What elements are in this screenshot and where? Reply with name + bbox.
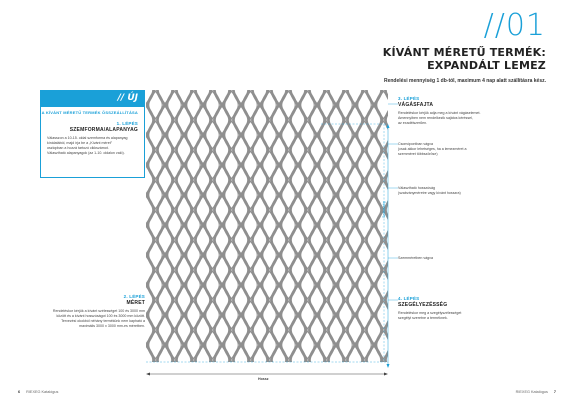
leader-lines [388,100,400,330]
annotation-text: szemméret többszöröse) [398,152,438,156]
step-2-title: MÉRET [126,300,145,306]
step-2-text [40,309,145,329]
title-line-2: EXPANDÁLT LEMEZ [427,59,546,72]
step-2-text-line: között és a kívánt hosszúságot 100 és 3000 mm között. [56,314,145,318]
step-2 [40,294,145,329]
step-1-text-line: Válasszon a 10-15. oldal szemforma és alapanyag [47,136,128,140]
annotation-text: (szabványméretre vagy kívánt hosszra) [398,191,461,195]
annotation-length [398,186,518,196]
step-3-text-line: Amennyiben nem rendelkezik sajátos kéréssel, [398,116,473,120]
step-2-text-line: maximális 3000 x 3000 mm-es méretben. [79,324,145,328]
annotation-text: (csak akkor lehetséges, ha a lemezméret a [398,147,467,151]
step-4-text-line: Rendeléskor meg a szegélyszélességet [398,311,462,315]
step-4 [398,296,518,321]
title-line-1: KÍVÁNT MÉRETŰ TERMÉK: [382,46,546,59]
annotation-mesh-cut [398,256,518,261]
footer-left [18,390,58,394]
section-number: //01 [483,8,546,43]
step-3-title: VÁGÁSFAJTA [398,102,434,108]
annotation-title: Szemméretben vágva [398,256,433,260]
step-4-text [398,311,518,321]
expanded-metal-illustration [146,90,388,368]
new-badge: // ÚJ [41,91,144,107]
step-4-text-line: szegélyt szeretne a terméknek. [398,316,448,320]
annotation-node-cut [398,142,518,157]
intro-text: Rendelési mennyiség 1 db-tól, maximum 4 nap alatt szállításra kész. [383,78,546,84]
step-1-text-line: Választható alapanyagok (az 1-10. oldalon való). [47,151,125,155]
step-3 [398,96,518,126]
footer-right [516,390,556,394]
step-1-text-line: oszlopban a hozzá tartozó cikkszámot. [47,146,109,150]
step-3-text [398,111,518,126]
height-label: Szélesség [382,201,386,218]
new-box-subtitle: A KÍVÁNT MÉRETŰ TERMÉK ÖSSZEÁLLÍTÁSA [41,110,138,115]
step-3-text-line: Rendeléskor kérjük adja meg a kívánt vágáselemet. [398,111,481,115]
footer-brand-right: RIEXEG Katalógus [515,390,548,394]
step-4-title: SZEGÉLYEZÉSSÉG [398,302,448,308]
width-label: Hossz [258,377,269,381]
step-2-text-line: Tervezési okokból néhány termékünk nem kapható a [61,319,145,323]
mesh-pattern [146,90,388,362]
page-number-right: 7 [553,390,556,394]
footer-brand-left: RIEXEG Katalógus [26,390,59,394]
step-2-label: 2. LÉPÉS [123,294,145,299]
page-title [383,46,546,72]
annotation-title: Csomópontban vágva [398,142,433,146]
step-2-text-line: Rendeléskor kérjük a kívánt szélességet 100 és 3000 mm [52,309,145,313]
step-3-text-line: az exadélszerűen. [398,121,428,125]
step-1-label: 1. LÉPÉS [116,121,138,126]
step-1-text-line: kínálatából, majd írja be a „Kívánt méret” [47,141,112,145]
step-3-label: 3. LÉPÉS [398,96,420,101]
step-1-text [47,136,138,156]
step-4-label: 4. LÉPÉS [398,296,420,301]
new-info-box [40,90,145,178]
page-number-left: 6 [18,390,21,394]
annotation-title: Választható hosszúság [398,186,435,190]
step-1-title: SZEMFORMA/ALAPANYAG [69,127,138,133]
step-1 [41,115,144,156]
